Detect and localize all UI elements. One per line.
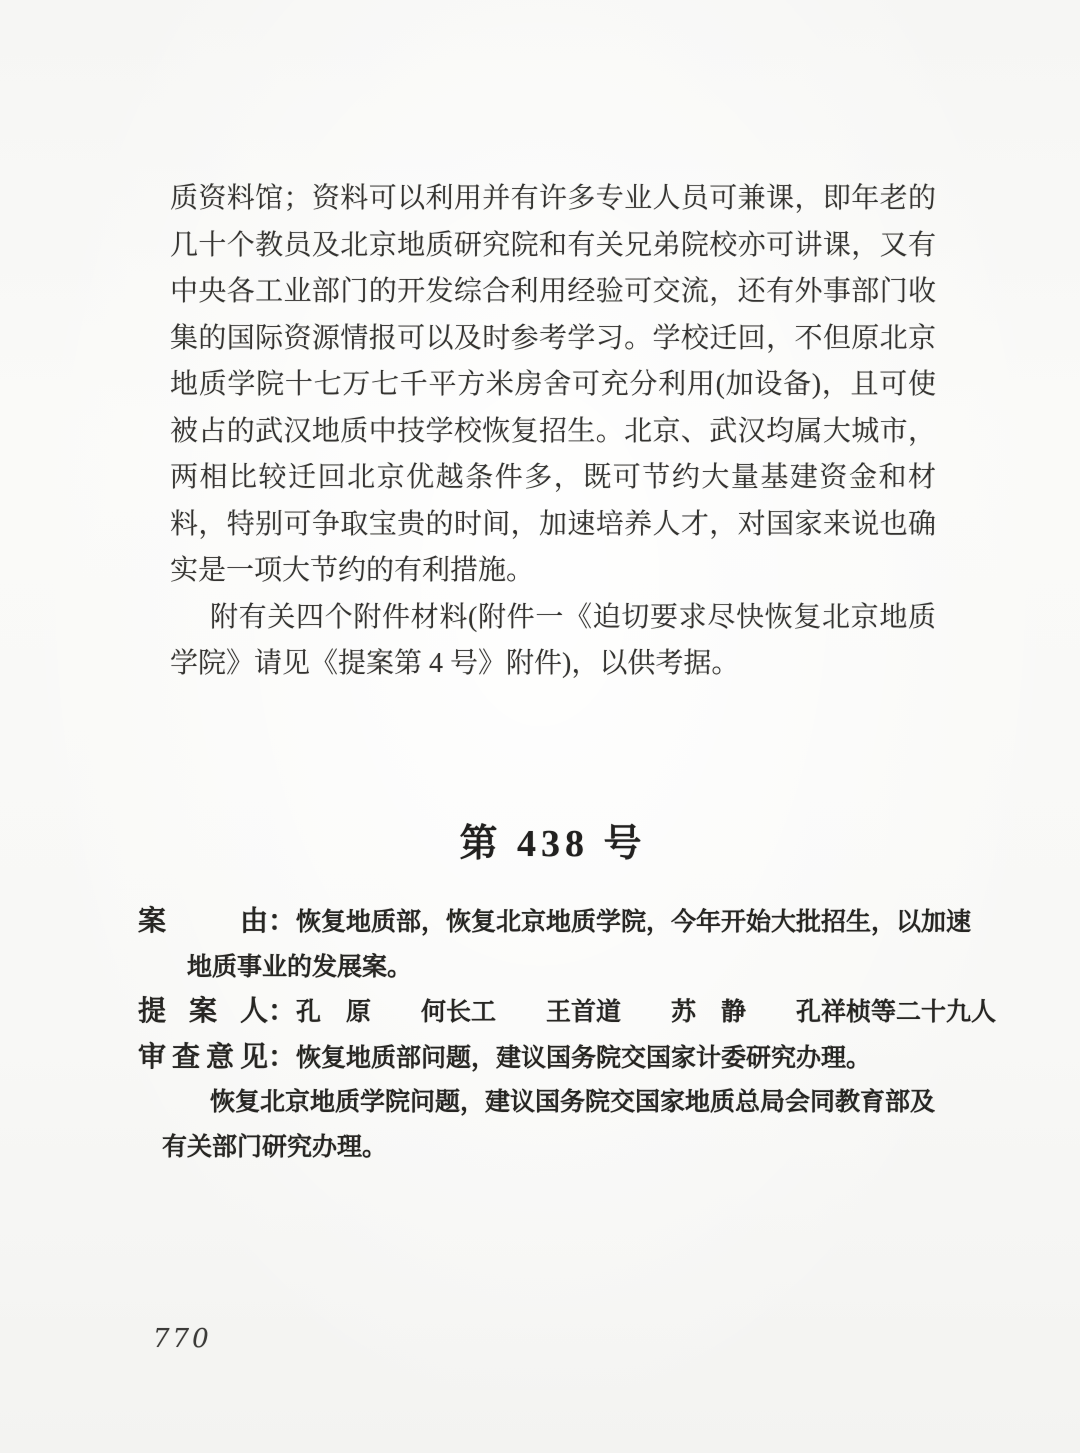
case-subject-colon: ： xyxy=(268,906,297,937)
review-opinion-label: 审查意见 xyxy=(138,1041,268,1073)
review-opinion-line xyxy=(138,1081,984,1126)
proposal-number-heading: 第 438 号 xyxy=(459,823,647,865)
case-subject-line xyxy=(138,946,984,991)
body-text-line: 质资料馆；资料可以利用并有许多专业人员可兼课，即年老的 xyxy=(170,183,936,214)
case-subject-line xyxy=(138,900,984,946)
body-text xyxy=(170,176,936,688)
attachment-note-line: 学院》请见《提案第 4 号》附件)，以供考据。 xyxy=(170,648,740,679)
body-text-line: 中央各工业部门的开发综合利用经验可交流，还有外事部门收 xyxy=(170,276,936,307)
body-text-line: 几十个教员及北京地质研究院和有关兄弟院校亦可讲课，又有 xyxy=(170,229,936,261)
proposers-colon: ： xyxy=(268,996,297,1027)
review-opinion-text: 有关部门研究办理。 xyxy=(162,1133,388,1161)
body-text-line: 两相比较迁回北京优越条件多，既可节约大量基建资金和材 xyxy=(170,462,936,493)
body-text-line: 料，特别可争取宝贵的时间，加速培养人才，对国家来说也确 xyxy=(170,508,936,540)
case-subject-text: 地质事业的发展案。 xyxy=(187,953,413,981)
page-number: 770 xyxy=(153,1324,212,1354)
proposers-line xyxy=(138,990,997,1036)
review-opinion-colon: ： xyxy=(268,1041,297,1073)
case-subject-text: 恢复地质部，恢复北京地质学院，今年开始大批招生，以加速 xyxy=(296,909,972,936)
body-text-line: 地质学院十七万七千平方米房舍可充分利用(加设备)，且可使 xyxy=(170,369,936,400)
review-opinion-line xyxy=(138,1036,984,1082)
case-subject-label: 案由 xyxy=(138,906,268,937)
body-text-line: 被占的武汉地质中技学校恢复招生。北京、武汉均属大城市， xyxy=(170,415,936,447)
body-text-line: 集的国际资源情报可以及时参考学习。学校迁回，不但原北京 xyxy=(170,322,936,354)
proposal-summary xyxy=(138,900,997,1170)
proposers-names: 孔 原 何长工 王首道 苏 静 孔祥桢等二十九人 xyxy=(296,999,997,1026)
review-opinion-text: 恢复地质部问题，建议国务院交国家计委研究办理。 xyxy=(296,1044,872,1072)
review-opinion-line xyxy=(138,1126,984,1171)
body-text-line: 实是一项大节约的有利措施。 xyxy=(170,555,535,586)
proposers-label: 提案人 xyxy=(138,996,268,1027)
review-opinion-text: 恢复北京地质学院问题，建议国务院交国家地质总局会同教育部及 xyxy=(210,1089,936,1116)
attachment-note-line: 附有关四个附件材料(附件一《迫切要求尽快恢复北京地质 xyxy=(210,601,936,633)
